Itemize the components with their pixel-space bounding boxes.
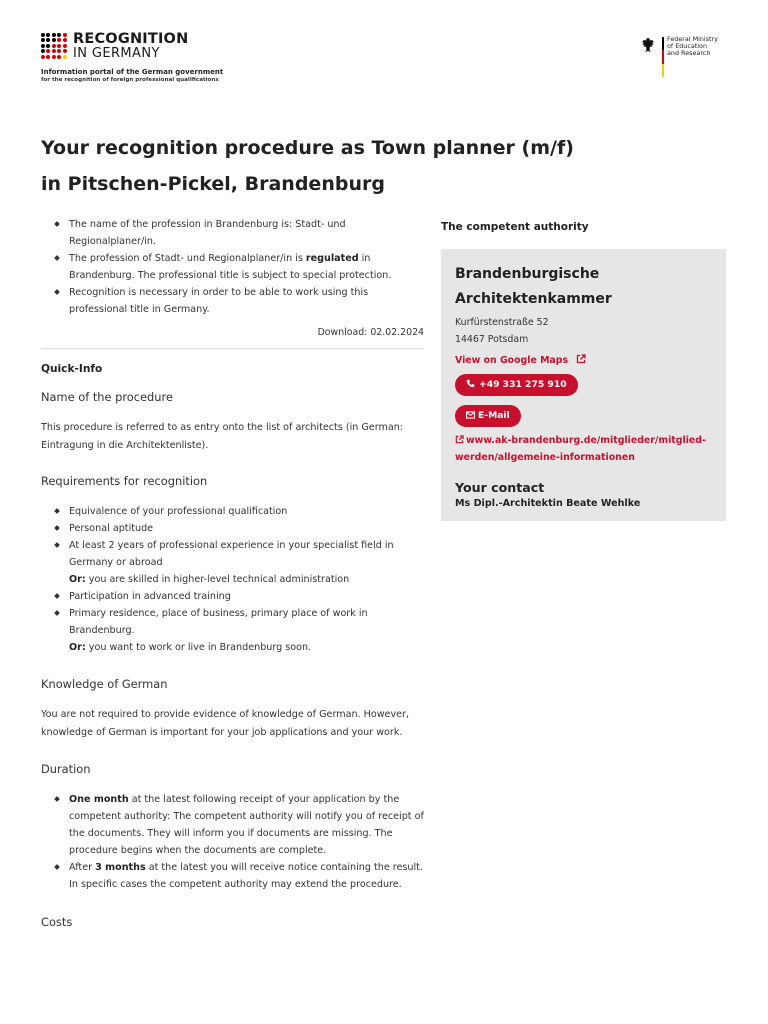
contact-name: Ms Dipl.-Architektin Beate Wehlke [455, 498, 641, 509]
contact-heading: Your contact [455, 480, 545, 495]
or-label: Or: [69, 642, 86, 653]
page-title-line: Your recognition procedure as Town planner (m/f) [41, 137, 574, 159]
list-item [41, 859, 424, 893]
logo-dot [46, 55, 50, 59]
logo-dot [46, 49, 50, 53]
logo-dot [63, 38, 67, 42]
website-url-line[interactable]: www.ak-brandenburg.de/mitglieder/mitglied- [466, 435, 706, 446]
logo-dot [52, 38, 56, 42]
or-label: Or: [69, 574, 86, 585]
list-item [41, 605, 424, 656]
requirements-heading: Requirements for recognition [41, 474, 208, 488]
list-item [41, 588, 424, 605]
phone-button[interactable] [455, 374, 578, 396]
german-heading: Knowledge of German [41, 677, 168, 691]
download-date[interactable]: Download: 02.02.2024 [41, 327, 424, 349]
ministry-name [667, 36, 718, 57]
list-item-text: you want to work or live in Brandenburg soon. [85, 642, 312, 653]
logo-dot [46, 44, 50, 48]
duration-list [41, 791, 424, 893]
costs-heading: Costs [41, 915, 73, 929]
list-item-text: The profession of Stadt- und Regionalplaner/in is [69, 253, 306, 264]
google-maps-link[interactable] [455, 348, 712, 367]
logo-dot [57, 38, 61, 42]
german-flag-bar [662, 37, 664, 77]
list-item [41, 250, 424, 284]
list-item-text: The name of the profession in Brandenburg is: Stadt- und Regionalplaner/in. [69, 219, 346, 247]
main-content [41, 216, 424, 929]
external-link-icon [455, 435, 464, 444]
google-maps-link-label[interactable]: View on Google Maps [455, 355, 569, 366]
logo-dot [41, 49, 45, 53]
federal-eagle-icon [640, 37, 656, 53]
logo-dot [41, 38, 45, 42]
logo-dot [41, 33, 45, 37]
intro-list [41, 216, 424, 318]
regulated-label: regulated [305, 253, 359, 264]
ministry-name-line: Federal Ministry [667, 35, 718, 43]
logo-dot [57, 33, 61, 37]
logo-dot [52, 44, 56, 48]
authority-panel [441, 249, 726, 521]
logo-dot [57, 49, 61, 53]
logo-dot [46, 38, 50, 42]
list-item-text: at the latest you will receive notice containing the result. In specific cases the competent authority may extend the procedure. [69, 862, 423, 890]
logo-dot [52, 55, 56, 59]
authority-website-link[interactable] [455, 432, 712, 466]
address-street: Kurfürstenstraße 52 [455, 317, 549, 328]
logo-title: RECOGNITION [73, 31, 189, 47]
logo-dot [52, 33, 56, 37]
list-item [41, 791, 424, 859]
duration-bold: 3 months [95, 862, 146, 873]
page-title-line: in Pitschen-Pickel, Brandenburg [41, 173, 385, 195]
authority-name [455, 262, 712, 312]
logo-dot [63, 55, 67, 59]
authority-address [455, 315, 712, 348]
logo-dot [46, 33, 50, 37]
authority-heading: The competent authority [441, 221, 589, 233]
list-item-text: Recognition is necessary in order to be able to work using this professional title in Germany. [69, 287, 369, 315]
logo-dot [57, 44, 61, 48]
procedure-text: This procedure is referred to as entry onto the list of architects (in German: Eintragung in die Architektenliste). [41, 422, 404, 451]
envelope-icon [466, 411, 475, 419]
procedure-heading: Name of the procedure [41, 390, 173, 404]
quick-info-heading: Quick-Info [41, 363, 103, 375]
logo-dot [52, 49, 56, 53]
list-item [41, 503, 424, 520]
logo-subtitle: IN GERMANY [73, 46, 160, 61]
page-title [41, 130, 681, 202]
ministry-name-line: of Education [667, 42, 708, 50]
website-url-line[interactable]: werden/allgemeine-informationen [455, 452, 635, 463]
duration-bold: One month [69, 794, 129, 805]
list-item-text: Personal aptitude [69, 523, 154, 534]
ministry-logo[interactable] [640, 37, 740, 77]
list-item-text: you are skilled in higher-level technical administration [85, 574, 350, 585]
list-item-text: Participation in advanced training [69, 591, 231, 602]
logo-dot [63, 49, 67, 53]
logo-tagline-sub: for the recognition of foreign professional qualifications [41, 77, 219, 83]
logo-dots-icon [41, 33, 67, 59]
list-item-text: After [69, 862, 96, 873]
phone-icon [466, 379, 475, 388]
logo-tagline: Information portal of the German government [41, 68, 224, 76]
list-item-text: Equivalence of your professional qualification [69, 506, 288, 517]
logo-dot [63, 33, 67, 37]
requirements-list [41, 503, 424, 656]
list-item [41, 284, 424, 318]
phone-number: +49 331 275 910 [479, 379, 567, 390]
authority-name-line: Brandenburgische [455, 266, 600, 282]
list-item-text: At least 2 years of professional experience in your specialist field in Germany or abroad [69, 540, 394, 568]
list-item-text: Primary residence, place of business, primary place of work in Brandenburg. [69, 608, 368, 636]
logo-dot [63, 44, 67, 48]
ministry-name-line: and Research [667, 49, 711, 57]
logo-dot [41, 44, 45, 48]
email-label: E-Mail [478, 410, 510, 421]
address-city: 14467 Potsdam [455, 333, 529, 345]
german-text: You are not required to provide evidence of knowledge of German. However, knowledge of German is important for your job applications and your work. [41, 709, 410, 738]
authority-name-line: Architektenkammer [455, 291, 612, 307]
duration-heading: Duration [41, 762, 91, 776]
logo-dot [57, 55, 61, 59]
external-link-icon [576, 354, 586, 364]
list-item [41, 520, 424, 537]
list-item [41, 216, 424, 250]
email-button[interactable] [455, 405, 521, 427]
list-item [41, 537, 424, 588]
list-item-text: at the latest following receipt of your application by the competent authority: The competent authority will notify you of receipt of the documents. They will inform you if documents are missing. The procedure begins when the documents are complete. [69, 794, 424, 856]
logo-dot [41, 55, 45, 59]
list-item-text: in Brandenburg. The professional title is subject to special protection. [69, 253, 392, 281]
